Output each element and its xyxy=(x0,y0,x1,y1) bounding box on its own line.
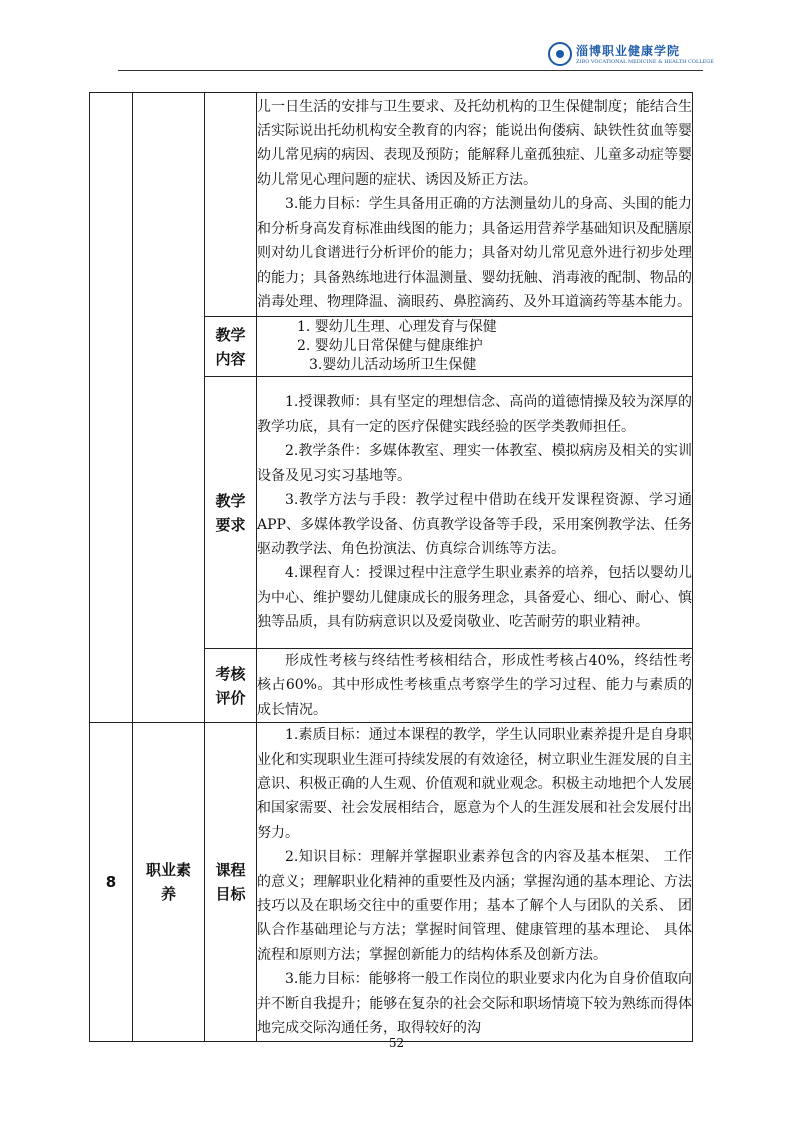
course-table xyxy=(89,92,693,1042)
list-item: 1. 婴幼儿生理、心理发育与保健 xyxy=(297,319,497,335)
objective-paragraph: 3.能力目标：学生具备用正确的方法测量幼儿的身高、头围的能力和分析身高发育标准曲线图的能力；具备运用营养学基础知识及配膳原则对幼儿食谱进行分析评价的能力；具备对幼儿常见意外进行初步处理的能力；具备熟练地进行体温测量、婴幼抚触、消毒液的配制、物品的消毒处理、物理降温、滴眼药、鼻腔滴药、及外耳道滴药等基本能力。 xyxy=(257,196,692,310)
course-name: 职业素 养 xyxy=(145,860,191,903)
objective-paragraph: 儿一日生活的安排与卫生要求、及托幼机构的卫生保健制度；能结合生活实际说出托幼机构安全教育的内容；能说出佝偻病、缺铁性贫血等婴幼儿常见病的病因、表现及预防；能解释儿童孤独症、儿童多动症等婴幼儿常见心理问题的症状、诱因及矫正方法。 xyxy=(257,98,692,188)
course-name-cell xyxy=(133,93,205,723)
objective-paragraph: 1.素质目标：通过本课程的教学，学生认同职业素养提升是自身职业化和实现职业生涯可持续发展的有效途径，树立职业生涯发展的自主意识、积极正确的人生观、价值观和就业观念。积极主动地把个人发展和国家需要、社会发展相结合，愿意为个人的生涯发展和社会发展付出努力。 xyxy=(257,727,692,841)
assessment-label: 考核 评价 xyxy=(215,664,246,707)
assessment-label-cell xyxy=(205,649,257,723)
requirement-paragraph: 3.教学方法与手段：教学过程中借助在线开发课程资源、学习通APP、多媒体教学设备、仿真教学设备等手段，采用案例教学法、任务驱动教学法、角色扮演法、仿真综合训练等方法。 xyxy=(257,492,692,557)
requirement-paragraph: 2.教学条件：多媒体教室、理实一体教室、模拟病房及相关的实训设备及见习实习基地等。 xyxy=(257,443,692,484)
objective-paragraph: 3.能力目标：能够将一般工作岗位的职业要求内化为自身价值取向并不断自我提升；能够在复杂的社会交际和职场情境下较为熟练而得体地完成交际沟通任务，取得较好的沟 xyxy=(257,971,692,1037)
assessment-paragraph: 形成性考核与终结性考核相结合，形成性考核占40%，终结性考核占60%。其中形成性考核重点考察学生的学习过程、能力与素质的成长情况。 xyxy=(257,653,692,718)
assessment-content-cell xyxy=(257,649,693,723)
requirements-label-cell xyxy=(205,377,257,649)
objective-paragraph: 2.知识目标：理解并掌握职业素养包含的内容及基本框架、 工作的意义；理解职业化精神的重要性及内涵；掌握沟通的基本理论、方法技巧以及在职场交往中的重要作用；基本了解个人与团队的关系、 团队合作基础理论与方法；掌握时间管理、健康管理的基本理论、 具体流程和原则方法；掌握创新能力的结构体系及创新方法。 xyxy=(257,849,692,963)
row-number-cell: 8 xyxy=(90,723,133,1041)
content-label: 教学 内容 xyxy=(215,325,246,368)
objective-label: 课程 目标 xyxy=(215,860,246,903)
requirement-paragraph: 4.课程育人：授课过程中注意学生职业素养的培养，包括以婴幼儿为中心、维护婴幼儿健康成长的服务理念，具备爱心、细心、耐心、慎独等品质，具有防病意识以及爱岗敬业、吃苦耐劳的职业精神。 xyxy=(257,565,692,631)
row-number-cell xyxy=(90,93,133,723)
school-name: 淄博职业健康学院 xyxy=(576,44,681,58)
header-rule xyxy=(118,70,703,71)
objective-content-cell xyxy=(257,93,693,317)
table-row xyxy=(90,723,693,1041)
school-logo xyxy=(548,40,714,70)
list-item: 3.婴幼儿活动场所卫生保健 xyxy=(309,357,477,373)
school-name-en: ZIBO VOCATIONAL MEDICINE & HEALTH COLLEGE xyxy=(576,59,714,65)
content-label-cell xyxy=(205,317,257,377)
table-row xyxy=(90,93,693,317)
requirements-content-cell xyxy=(257,377,693,649)
school-emblem-icon xyxy=(548,42,572,66)
page-number: 52 xyxy=(388,1036,405,1050)
objective-label-cell xyxy=(205,723,257,1041)
requirements-label: 教学 要求 xyxy=(215,491,246,534)
course-name-cell xyxy=(133,723,205,1041)
requirement-paragraph: 1.授课教师：具有坚定的理想信念、高尚的道德情操及较为深厚的教学功底，具有一定的医疗保健实践经验的医学类教师担任。 xyxy=(257,394,692,435)
list-item: 2. 婴幼儿日常保健与健康维护 xyxy=(297,338,483,354)
objective-content-cell xyxy=(257,723,693,1041)
objective-label-cell xyxy=(205,93,257,317)
content-list-cell xyxy=(257,317,693,377)
